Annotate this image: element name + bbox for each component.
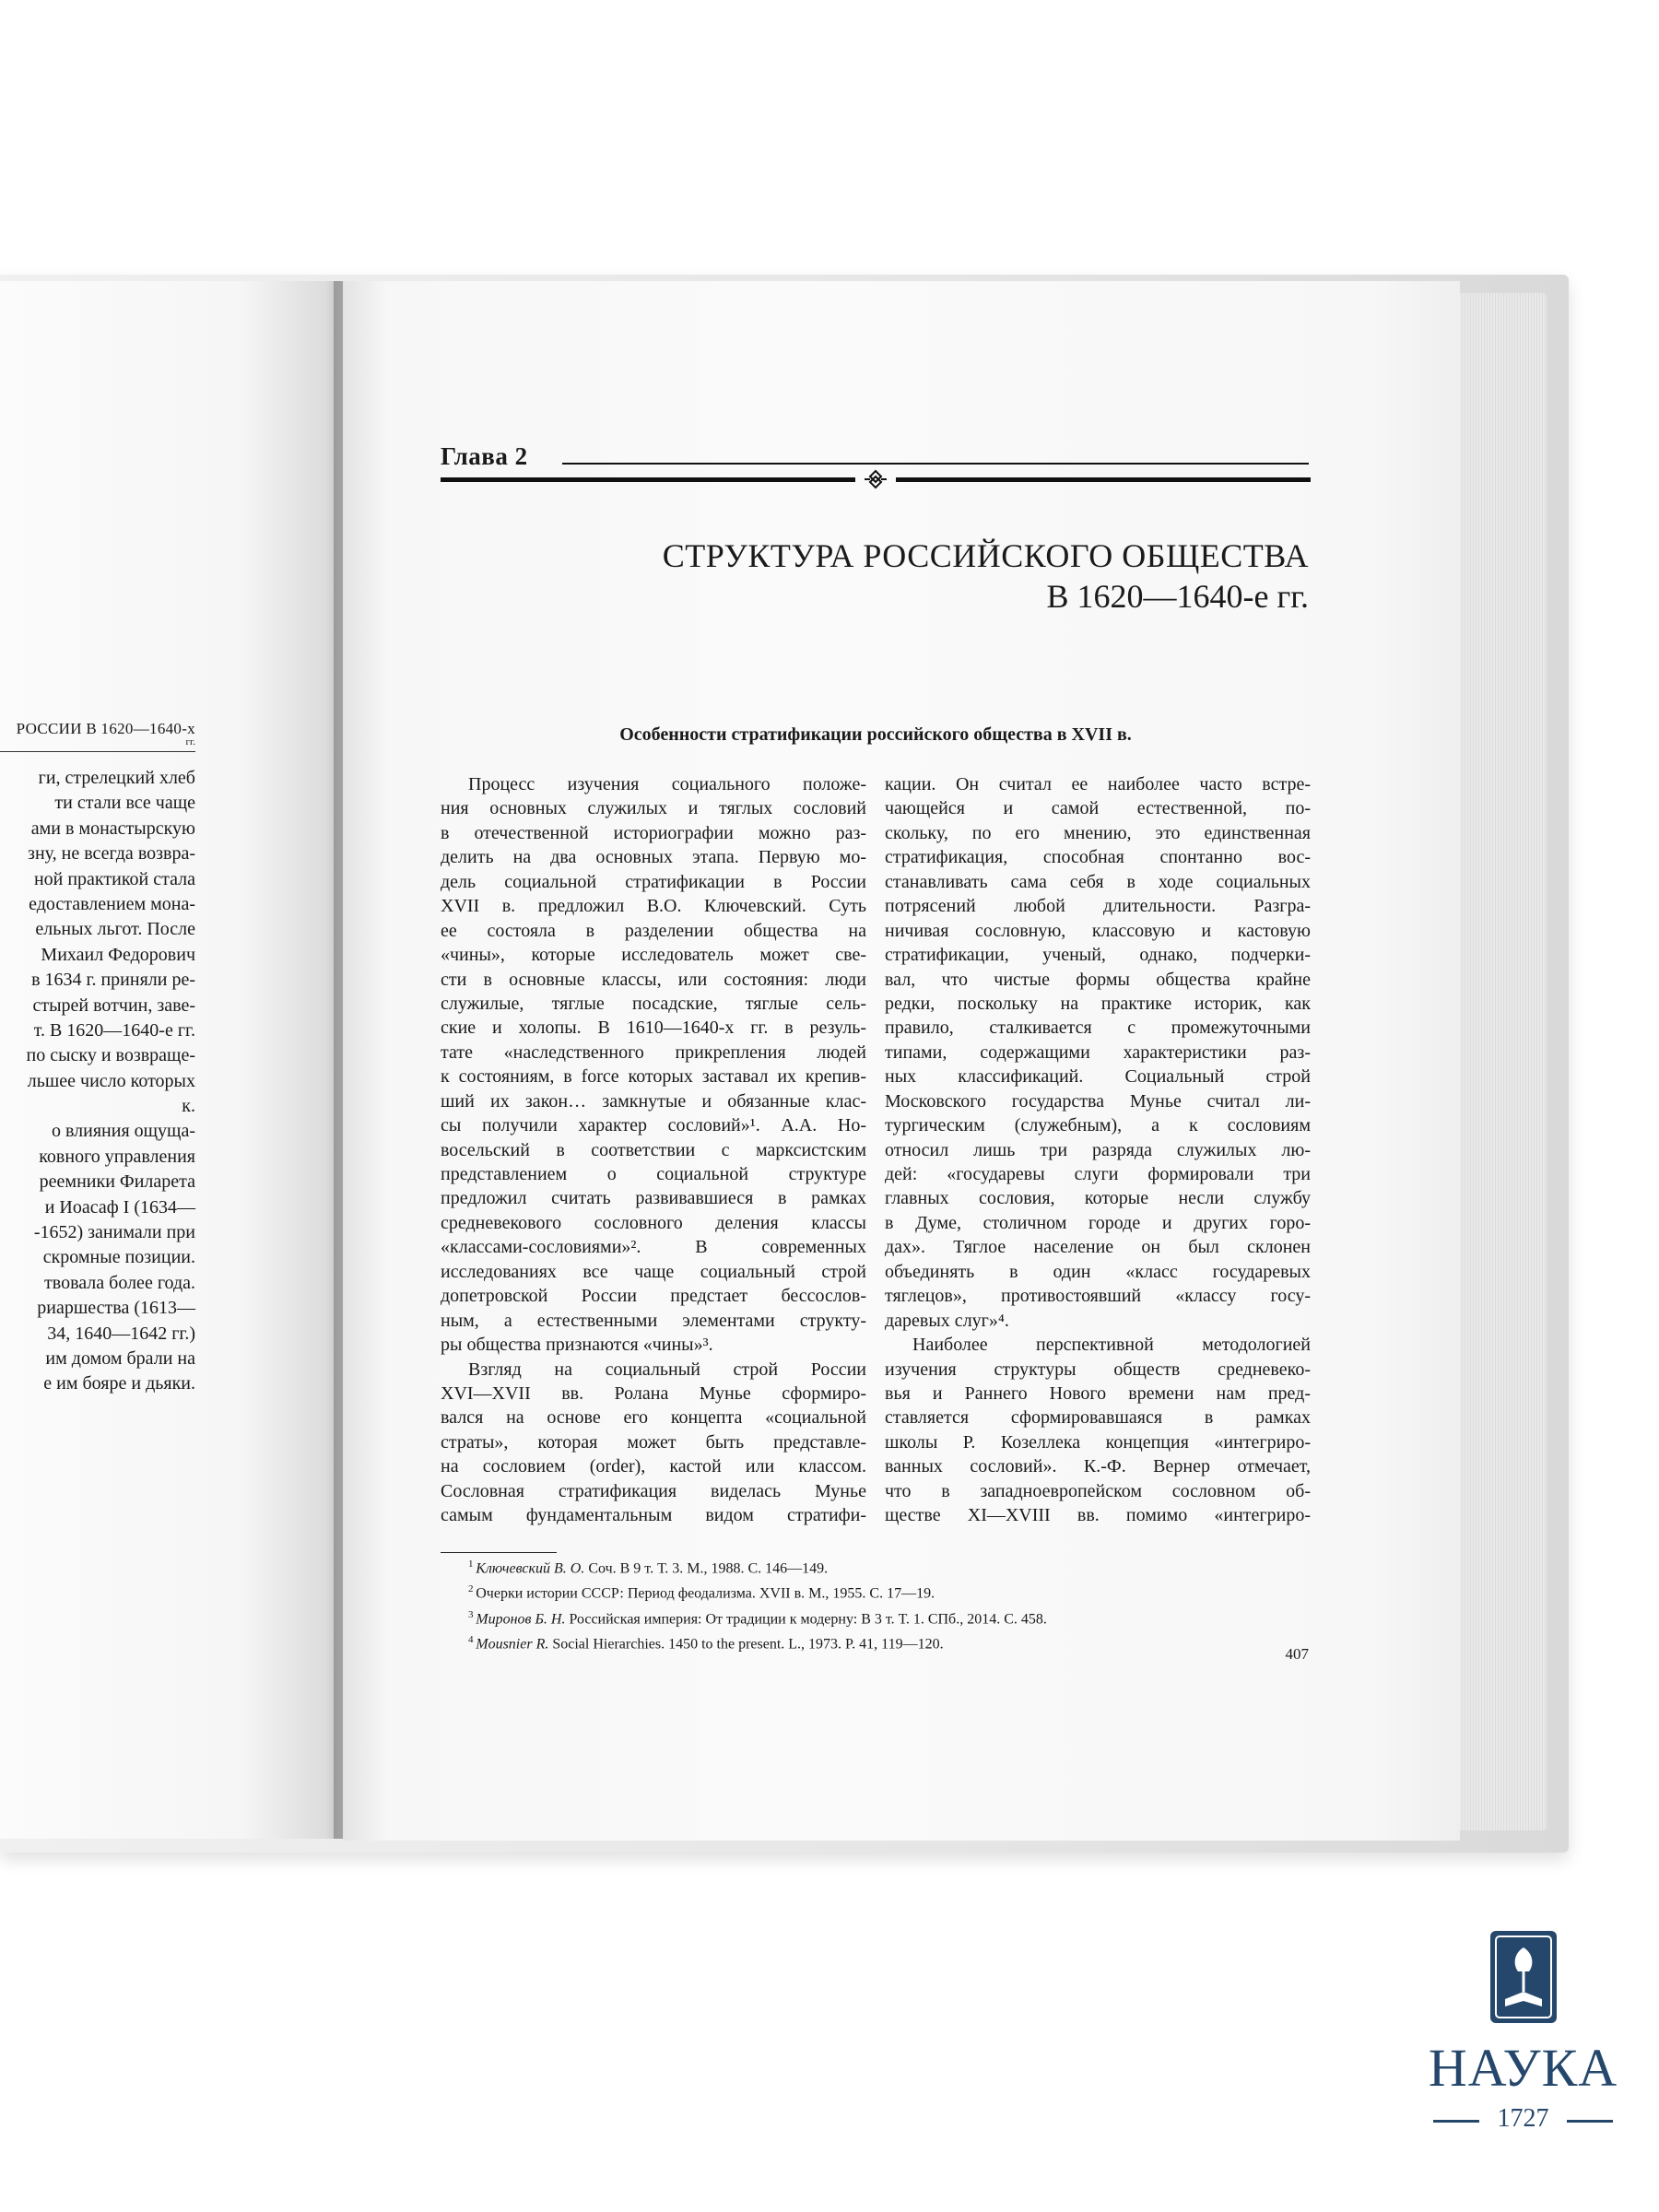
text-line: к состояниям, в force которых заставал их крепив-: [441, 1066, 866, 1088]
left-page-line: риаршества (1613—: [37, 1298, 195, 1319]
left-page-line: ной практикой стала: [33, 868, 195, 889]
text-line: главных сословия, которые несли службу: [885, 1188, 1311, 1209]
left-page-line: и Иоасаф I (1634—: [44, 1196, 195, 1218]
text-line: тяглецов», противостоявший «классу госу-: [885, 1286, 1311, 1307]
text-line: ничивая сословную, классовую и кастовую: [885, 920, 1311, 941]
logo-name: НАУКА: [1428, 2038, 1618, 2098]
text-line: XVII в. предложил В.О. Ключевский. Суть: [441, 896, 866, 917]
text-line: ванных сословий». К.-Ф. Вернер отмечает,: [885, 1456, 1311, 1477]
text-line: станавливать сама себя в ходе социальных: [885, 871, 1311, 892]
logo-dash-right: [1567, 2120, 1613, 2123]
left-page-line: скромные позиции.: [42, 1247, 195, 1268]
text-line: дах». Тяглое население он был склонен: [885, 1237, 1311, 1258]
text-line: относил лишь три разряда служилых лю-: [885, 1139, 1311, 1160]
text-line: средневекового сословного деления классы: [441, 1212, 866, 1233]
left-page-line: т. В 1620—1640-е гг.: [33, 1019, 195, 1041]
text-line: даревых слуг»⁴.: [885, 1310, 1009, 1331]
left-page-line: ти стали все чаще: [54, 793, 195, 814]
left-page-line: стырей вотчин, заве-: [32, 994, 195, 1016]
text-line: Наиболее перспективной методологией: [912, 1335, 1311, 1356]
footnotes: [441, 1554, 1311, 1654]
text-line: XVI—XVII вв. Ролана Мунье сформиро-: [441, 1382, 866, 1404]
footnote: [441, 1579, 1311, 1604]
text-column-left: [441, 772, 866, 1528]
footnote: [441, 1554, 1311, 1579]
footnote-text: Очерки истории СССР: Период феодализма. XVII в. М., 1955. С. 17—19.: [476, 1585, 935, 1602]
section-title: Особенности стратификации российского общества в XVII в.: [619, 724, 1132, 745]
text-line: стратификация, способная спонтанно вос-: [885, 847, 1311, 868]
text-line: ее состояла в разделении общества на: [441, 920, 866, 941]
text-line: правило, сталкивается с промежуточными: [885, 1018, 1311, 1039]
left-page-line: е им бояре и дьяки.: [43, 1373, 195, 1394]
text-line: служилые, тяглые посадские, тяглые сель-: [441, 993, 866, 1014]
left-page-line: ковного управления: [39, 1146, 195, 1167]
text-line: школы Р. Козеллека концепция «интегриро-: [885, 1431, 1311, 1453]
footnote: [441, 1630, 1311, 1654]
text-line: Взгляд на социальный строй России: [468, 1359, 866, 1380]
publisher-logo: [1415, 1931, 1631, 2152]
text-line: исследованиях все чаще социальный строй: [441, 1261, 866, 1282]
page-number: 407: [1285, 1645, 1309, 1663]
text-line: вал, что чистые формы общества крайне: [885, 969, 1311, 990]
left-page-line: зну, не всегда возвра-: [28, 843, 195, 865]
text-line: ным, а естественными элементами структу-: [441, 1310, 866, 1331]
text-line: сти в основные классы, или состояния: люди: [441, 969, 866, 990]
text-line: вья и Раннего Нового времени нам пред-: [885, 1382, 1311, 1404]
text-line: ных классификаций. Социальный строй: [885, 1066, 1311, 1088]
left-page-text: [0, 766, 195, 1397]
left-page-line: ельных льгот. После: [35, 919, 195, 940]
left-page-line: едоставлением мона-: [29, 893, 195, 914]
text-line: тате «наследственного прикрепления людей: [441, 1041, 866, 1063]
text-line: представлением о социальной структуре: [441, 1164, 866, 1184]
text-line: «чины», которые исследователь может све-: [441, 945, 866, 966]
left-page-line: реемники Филарета: [39, 1171, 195, 1193]
left-page-line: 34, 1640—1642 гг.): [47, 1323, 195, 1344]
text-line: ставляется сформировавшаяся в рамках: [885, 1407, 1311, 1429]
text-line: объединять в один «класс государевых: [885, 1261, 1311, 1282]
text-line: восельский в соответствии с марксистским: [441, 1139, 866, 1160]
text-column-right: [885, 772, 1311, 1528]
left-running-head: РОССИИ В 1620—1640-х: [16, 720, 195, 737]
text-line: ший их закон… замкнутые и обязанные клас-: [441, 1090, 866, 1112]
logo-year: 1727: [1497, 2104, 1549, 2133]
text-line: в Думе, столичном городе и других горо-: [885, 1212, 1311, 1233]
text-line: Сословная стратификация виделась Мунье: [441, 1480, 866, 1501]
text-line: дей: «государевы слуги формировали три: [885, 1164, 1311, 1184]
left-page: [0, 281, 343, 1839]
footnote-text: Social Hierarchies. 1450 to the present. L., 1973. P. 41, 119—120.: [548, 1636, 944, 1653]
text-line: типами, содержащими характеристики раз-: [885, 1041, 1311, 1063]
text-line: «классами-сословиями»². В современных: [441, 1237, 866, 1258]
chapter-rule-thin: [562, 463, 1309, 465]
text-line: допетровской России предстает бессослов-: [441, 1286, 866, 1307]
text-line: самым фундаментальным видом стратифи-: [441, 1505, 866, 1526]
text-line: в отечественной историографии можно раз-: [441, 822, 866, 843]
text-line: ществе XI—XVIII вв. помимо «интегриро-: [885, 1505, 1311, 1526]
footnote-number: 2: [468, 1583, 477, 1595]
text-line: скольку, по его мнению, это единственная: [885, 822, 1311, 843]
footnote-rule: [441, 1552, 557, 1553]
left-page-line: ги, стрелецкий хлеб: [38, 768, 195, 788]
left-page-line: льшее число которых: [27, 1070, 195, 1091]
left-page-line: о влияния ощуща-: [51, 1121, 195, 1142]
text-line: ры общества признаются «чины»³.: [441, 1335, 713, 1356]
text-line: предложил считать развивавшиеся в рамках: [441, 1188, 866, 1209]
left-page-line: твовала более года.: [44, 1272, 195, 1293]
text-line: ские и холопы. В 1610—1640-х гг. в резуль-: [441, 1018, 866, 1039]
text-line: кации. Он считал ее наиболее часто встре-: [885, 774, 1311, 794]
footnote-text: Российская империя: От традиции к модерну: В 3 т. Т. 1. СПб., 2014. С. 458.: [565, 1610, 1047, 1627]
left-head-rule: [0, 751, 195, 752]
left-page-line: Михаил Федорович: [41, 944, 195, 965]
left-page-line: в 1634 г. приняли ре-: [31, 970, 195, 991]
text-line: редки, поскольку на практике историк, как: [885, 993, 1311, 1014]
left-page-line: к.: [182, 1096, 195, 1117]
logo-emblem-icon: [1490, 1931, 1557, 2023]
left-page-line: -1652) занимали при: [33, 1222, 195, 1243]
chapter-rule-right: [896, 477, 1311, 482]
footnote-number: 1: [468, 1559, 477, 1570]
chapter-title-line1: СТРУКТУРА РОССИЙСКОГО ОБЩЕСТВА: [662, 537, 1309, 574]
text-line: стратификации, ученый, однако, подчерки-: [885, 945, 1311, 966]
text-line: Процесс изучения социального положе-: [468, 774, 866, 794]
text-line: потрясений любой длительности. Разгра-: [885, 896, 1311, 917]
left-page-line: по сыску и возвраще-: [26, 1045, 195, 1066]
ornament-icon: [861, 468, 890, 490]
text-line: чающейся и самой естественной, по-: [885, 798, 1311, 819]
chapter-rule-left: [441, 477, 855, 482]
footnote: [441, 1605, 1311, 1630]
text-line: страты», которая может быть представле-: [441, 1431, 866, 1453]
text-line: ния основных служилых и тяглых сословий: [441, 798, 866, 819]
text-line: дель социальной стратификации в России: [441, 871, 866, 892]
footnote-number: 3: [468, 1608, 477, 1620]
text-line: на сословием (order), кастой или классом.: [441, 1456, 866, 1477]
text-line: сы получили характер сословий»¹. А.А. Но-: [441, 1115, 866, 1136]
text-line: что в западноевропейском сословном об-: [885, 1480, 1311, 1501]
footnote-text: Соч. В 9 т. Т. 3. М., 1988. С. 146—149.: [584, 1560, 829, 1577]
left-page-line: им домом брали на: [45, 1347, 195, 1369]
text-line: делить на два основных этапа. Первую мо-: [441, 847, 866, 868]
left-page-line: ами в монастырскую: [30, 818, 195, 839]
chapter-title-line2: В 1620—1640-е гг.: [1046, 578, 1309, 615]
footnote-author: Миронов Б. Н.: [476, 1610, 566, 1627]
footnote-number: 4: [468, 1633, 477, 1645]
footnote-author: Mousnier R.: [476, 1636, 549, 1653]
text-line: изучения структуры обществ средневеко-: [885, 1359, 1311, 1380]
left-running-head-cont: гг.: [185, 736, 195, 747]
text-line: Московского государства Мунье считал ли-: [885, 1090, 1311, 1112]
chapter-label: Глава 2: [441, 442, 528, 470]
text-line: вался на основе его концепта «социальной: [441, 1407, 866, 1429]
footnote-author: Ключевский В. О.: [476, 1560, 585, 1577]
text-line: тургическим (служебным), а к сословиям: [885, 1115, 1311, 1136]
